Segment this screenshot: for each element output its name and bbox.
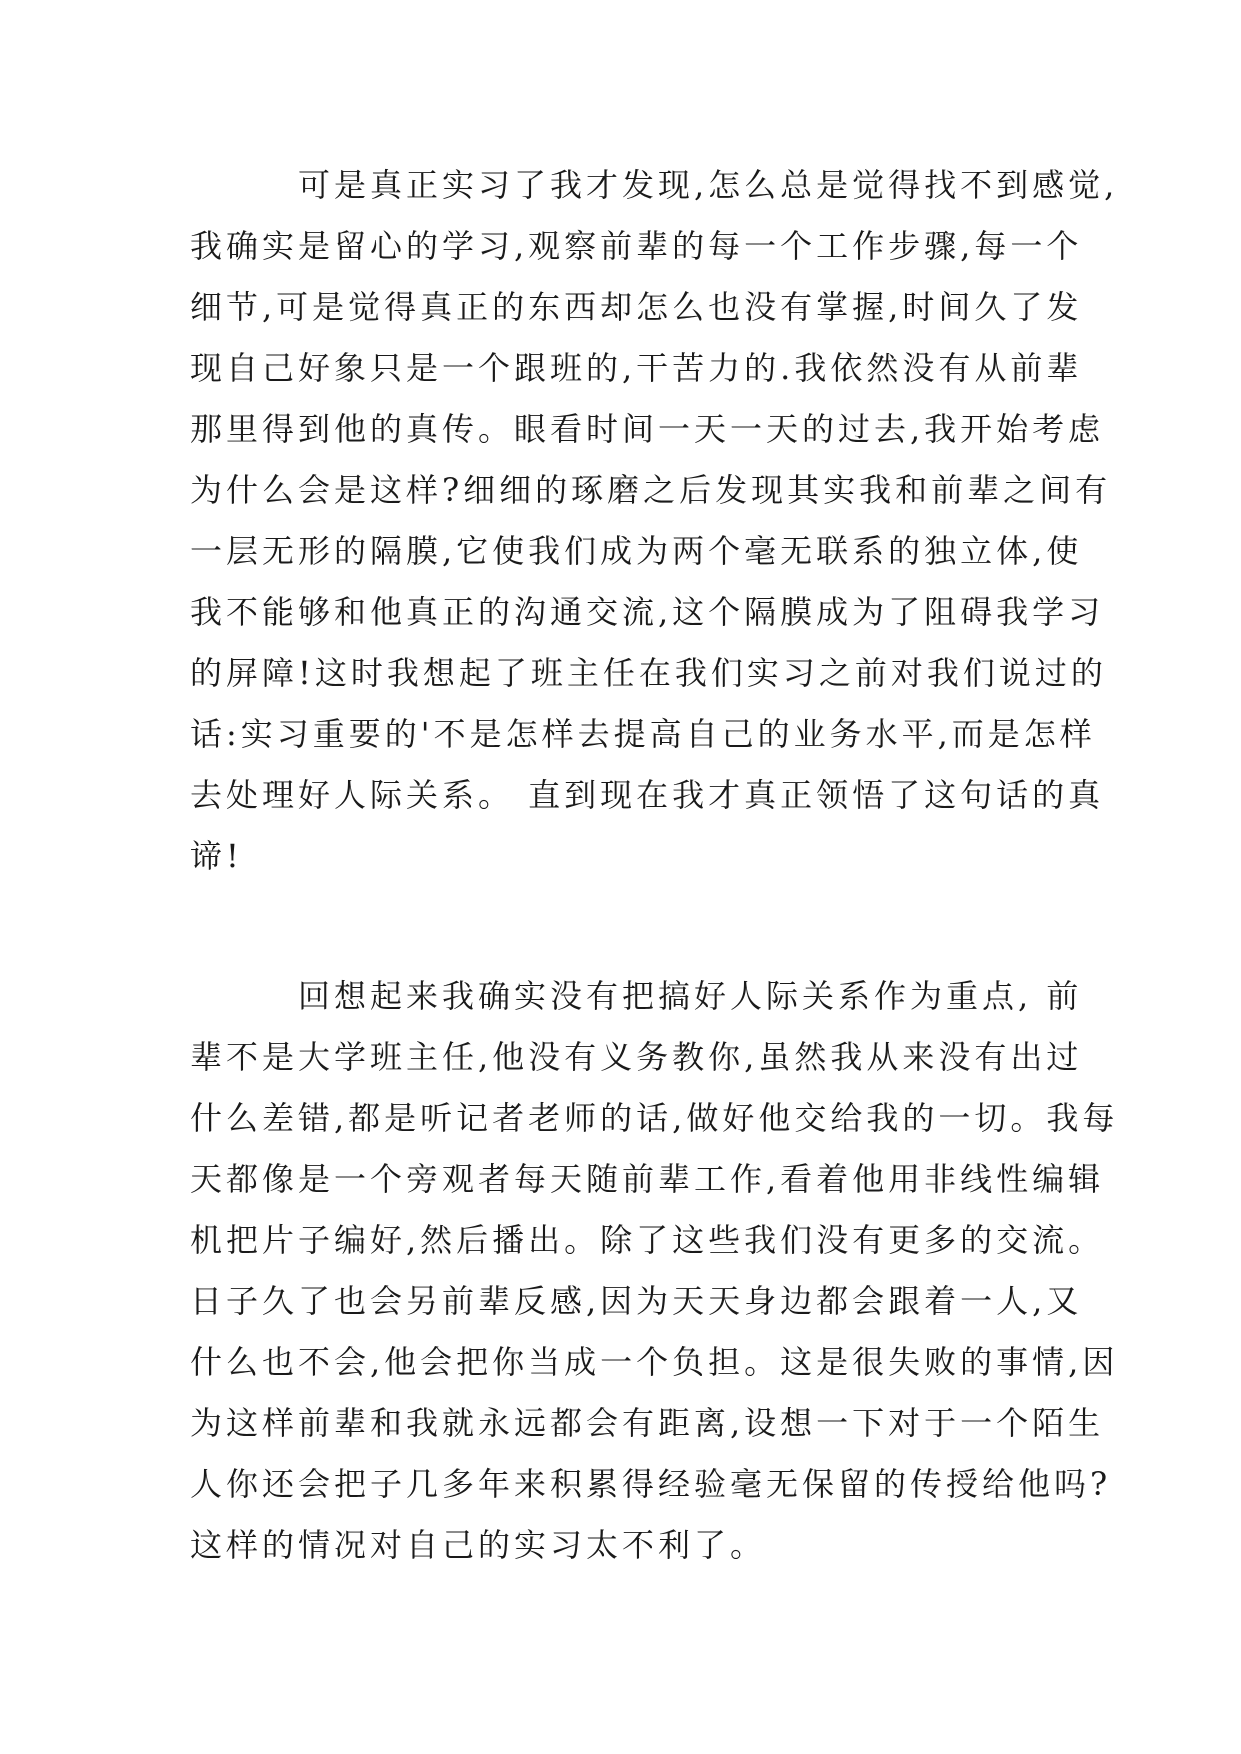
paragraph-line: 天都像是一个旁观者每天随前辈工作,看着他用非线性编辑	[190, 1160, 1105, 1198]
paragraph-line: 回想起来我确实没有把搞好人际关系作为重点, 前	[298, 977, 1083, 1015]
paragraph-line: 细节,可是觉得真正的东西却怎么也没有掌握,时间久了发	[190, 288, 1083, 326]
paragraph-line: 这样的情况对自己的实习太不利了。	[190, 1526, 767, 1564]
paragraph-line: 为什么会是这样?细细的琢磨之后发现其实我和前辈之间有	[190, 471, 1112, 509]
paragraph-2	[190, 966, 1119, 1576]
paragraph-line: 我确实是留心的学习,观察前辈的每一个工作步骤,每一个	[190, 227, 1083, 265]
paragraph-line: 那里得到他的真传。眼看时间一天一天的过去,我开始考虑	[190, 410, 1105, 448]
paragraph-line: 话:实习重要的'不是怎样去提高自己的业务水平,而是怎样	[190, 715, 1096, 753]
paragraph-line: 去处理好人际关系。 直到现在我才真正领悟了这句话的真	[190, 776, 1105, 814]
paragraph-line: 日子久了也会另前辈反感,因为天天身边都会跟着一人,又	[190, 1282, 1083, 1320]
paragraph-line: 我不能够和他真正的沟通交流,这个隔膜成为了阻碍我学习	[190, 593, 1105, 631]
paragraph-line: 一层无形的隔膜,它使我们成为两个毫无联系的独立体,使	[190, 532, 1083, 570]
paragraph-line: 为这样前辈和我就永远都会有距离,设想一下对于一个陌生	[190, 1404, 1105, 1442]
paragraph-line: 辈不是大学班主任,他没有义务教你,虽然我从来没有出过	[190, 1038, 1083, 1076]
paragraph-line: 现自己好象只是一个跟班的,干苦力的.我依然没有从前辈	[190, 349, 1083, 387]
paragraph-1	[190, 155, 1119, 887]
paragraph-line: 什么也不会,他会把你当成一个负担。这是很失败的事情,因	[190, 1343, 1119, 1381]
paragraph-line: 人你还会把子几多年来积累得经验毫无保留的传授给他吗?	[190, 1465, 1112, 1503]
paragraph-line: 的屏障!这时我想起了班主任在我们实习之前对我们说过的	[190, 654, 1107, 692]
paragraph-line: 可是真正实习了我才发现,怎么总是觉得找不到感觉,	[298, 166, 1119, 204]
paragraph-line: 什么差错,都是听记者老师的话,做好他交给我的一切。我每	[190, 1099, 1119, 1137]
paragraph-line: 机把片子编好,然后播出。除了这些我们没有更多的交流。	[190, 1221, 1105, 1259]
paragraph-line: 谛!	[190, 837, 243, 875]
